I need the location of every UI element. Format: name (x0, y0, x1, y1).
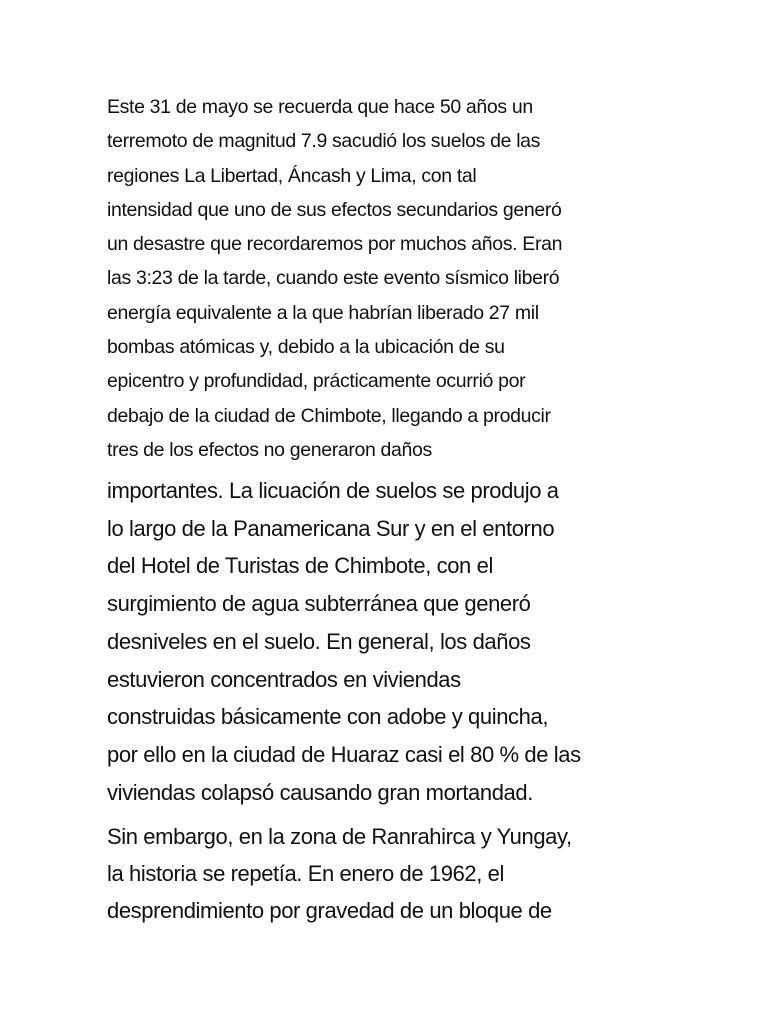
text-line: Este 31 de mayo se recuerda que hace 50 años un (107, 96, 533, 118)
text-line: construidas básicamente con adobe y quincha, (107, 704, 549, 730)
text-line: la historia se repetía. En enero de 1962, el (107, 861, 505, 886)
text-line: desniveles en el suelo. En general, los daños (107, 628, 531, 654)
text-line: estuvieron concentrados en viviendas (107, 666, 461, 692)
text-line: epicentro y profundidad, prácticamente ocurrió por (107, 370, 526, 393)
text-line: tres de los efectos no generaron daños (107, 438, 432, 461)
text-line: las 3:23 de la tarde, cuando este evento sísmico liberó (107, 267, 560, 290)
text-line: por ello en la ciudad de Huaraz casi el 80 % de las (107, 741, 581, 767)
text-line: surgimiento de agua subterránea que generó (107, 591, 531, 617)
text-line: lo largo de la Panamericana Sur y en el entorno (107, 515, 555, 541)
text-line: Sin embargo, en la zona de Ranrahirca y Yungay, (107, 824, 572, 849)
text-line: intensidad que uno de sus efectos secundarios generó (107, 198, 562, 221)
text-line: un desastre que recordaremos por muchos años. Eran (107, 233, 563, 256)
text-line: bombas atómicas y, debido a la ubicación de su (107, 336, 505, 359)
text-line: viviendas colapsó causando gran mortandad. (107, 779, 533, 805)
paragraph-1 (107, 90, 667, 467)
text-line: del Hotel de Turistas de Chimbote, con el (107, 553, 493, 579)
paragraph-3 (107, 818, 667, 929)
text-line: terremoto de magnitud 7.9 sacudió los suelos de las (107, 130, 541, 153)
text-line: importantes. La licuación de suelos se produjo a (107, 478, 559, 503)
text-line: desprendimiento por gravedad de un bloque de (107, 898, 552, 923)
text-line: debajo de la ciudad de Chimbote, llegando a producir (107, 404, 551, 427)
paragraph-2 (107, 472, 667, 811)
text-line: energía equivalente a la que habrían liberado 27 mil (107, 301, 539, 324)
text-line: regiones La Libertad, Áncash y Lima, con tal (107, 164, 477, 187)
